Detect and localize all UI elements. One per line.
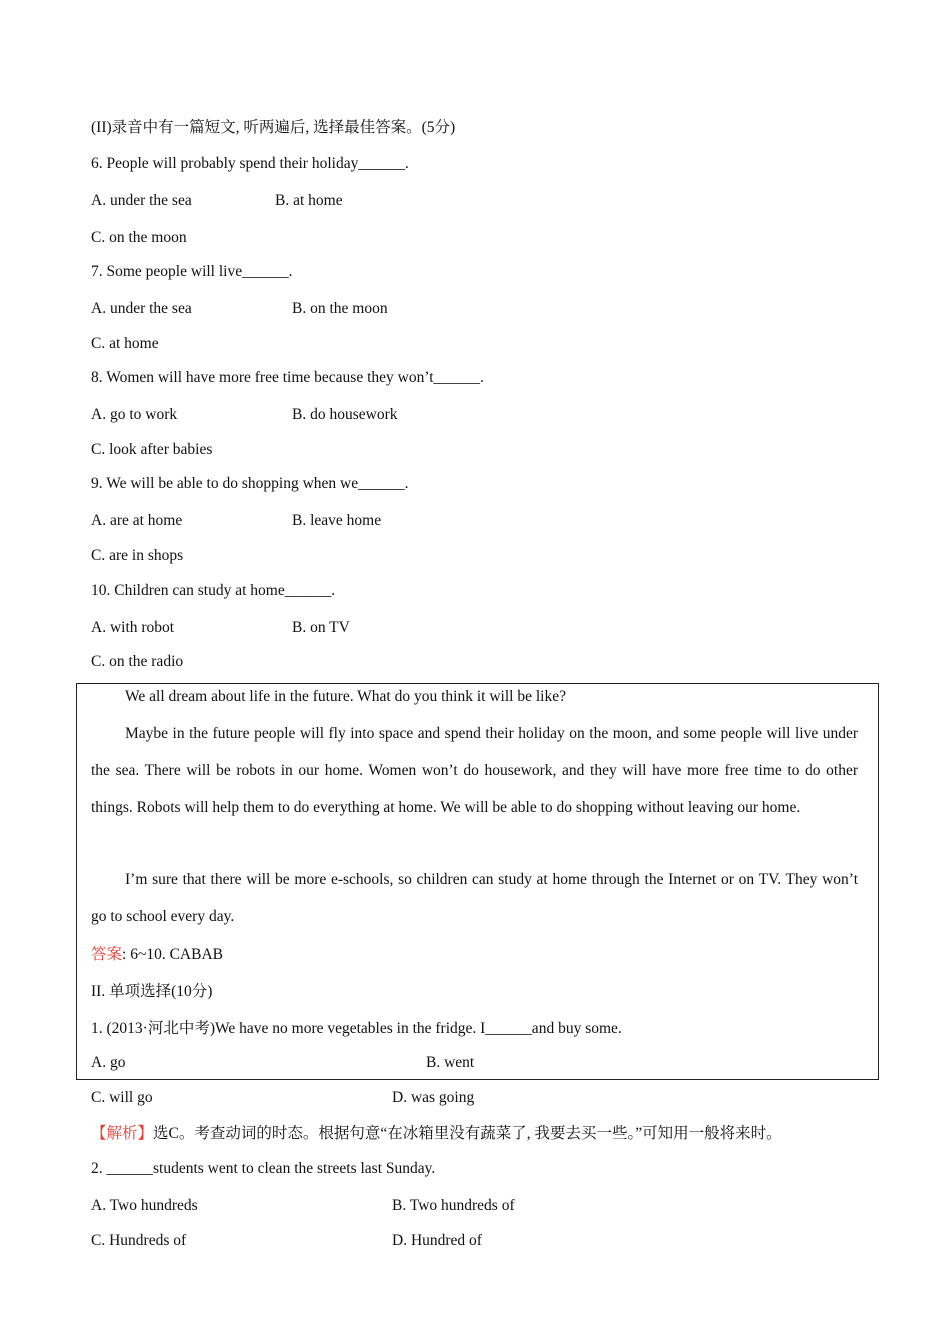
passage-paragraph-2: Maybe in the future people will fly into space and spend their holiday on the moon, and some people will live under the sea. There will be robots in our home. Women won’t do housework, and they will have more free time to do other things. Robots will help them to do everything at home. We will be able to do shopping without leaving our home. [91,725,858,816]
question-6-option-a: A. under the sea [91,192,192,209]
answer-line [91,945,223,965]
analysis-line [91,1124,782,1144]
choice-1-option-b: B. went [426,1054,475,1071]
question-7-stem: 7. Some people will live______. [91,263,293,280]
question-7-option-b: B. on the moon [292,300,388,317]
question-9-option-a: A. are at home [91,512,183,529]
choice-2-option-d: D. Hundred of [392,1232,482,1249]
choice-2-option-c: C. Hundreds of [91,1232,187,1249]
question-8-option-b: B. do housework [292,406,398,423]
choice-2-stem: 2. ______students went to clean the streets last Sunday. [91,1160,436,1177]
question-10-option-b: B. on TV [292,619,350,636]
question-9-stem: 9. We will be able to do shopping when we______. [91,475,409,492]
answer-label: 答案 [91,946,123,963]
question-9-option-b: B. leave home [292,512,382,529]
question-10-option-a: A. with robot [91,619,175,636]
choice-section-heading: II. 单项选择(10分) [91,983,213,1000]
question-8-stem: 8. Women will have more free time because they won’t______. [91,369,484,386]
choice-2-option-b: B. Two hundreds of [392,1197,515,1214]
passage-paragraph-1: We all dream about life in the future. What do you think it will be like? [125,688,566,705]
analysis-text: 选C。考查动词的时态。根据句意“在冰箱里没有蔬菜了, 我要去买一些。”可知用一般将来时。 [153,1125,782,1142]
question-10-option-c: C. on the radio [91,653,184,670]
choice-1-option-d: D. was going [392,1089,475,1106]
question-6-option-b: B. at home [275,192,343,209]
choice-1-option-a: A. go [91,1054,126,1071]
question-8-option-c: C. look after babies [91,441,213,458]
choice-1-stem: 1. (2013·河北中考)We have no more vegetables in the fridge. I______and buy some. [91,1020,622,1037]
question-7-option-a: A. under the sea [91,300,192,317]
choice-1-option-c: C. will go [91,1089,153,1106]
question-10-stem: 10. Children can study at home______. [91,582,336,599]
choice-2-option-a: A. Two hundreds [91,1197,198,1214]
listening-section-heading: (II)录音中有一篇短文, 听两遍后, 选择最佳答案。(5分) [91,119,456,136]
answer-text: : 6~10. CABAB [122,946,223,963]
question-7-option-c: C. at home [91,335,159,352]
question-8-option-a: A. go to work [91,406,178,423]
question-9-option-c: C. are in shops [91,547,184,564]
passage-paragraph-3: I’m sure that there will be more e-schools, so children can study at home through the Internet or on TV. They won’t go to school every day. [91,871,858,925]
question-6-stem: 6. People will probably spend their holiday______. [91,155,409,172]
question-6-option-c: C. on the moon [91,229,187,246]
analysis-label: 【解析】 [91,1125,154,1142]
